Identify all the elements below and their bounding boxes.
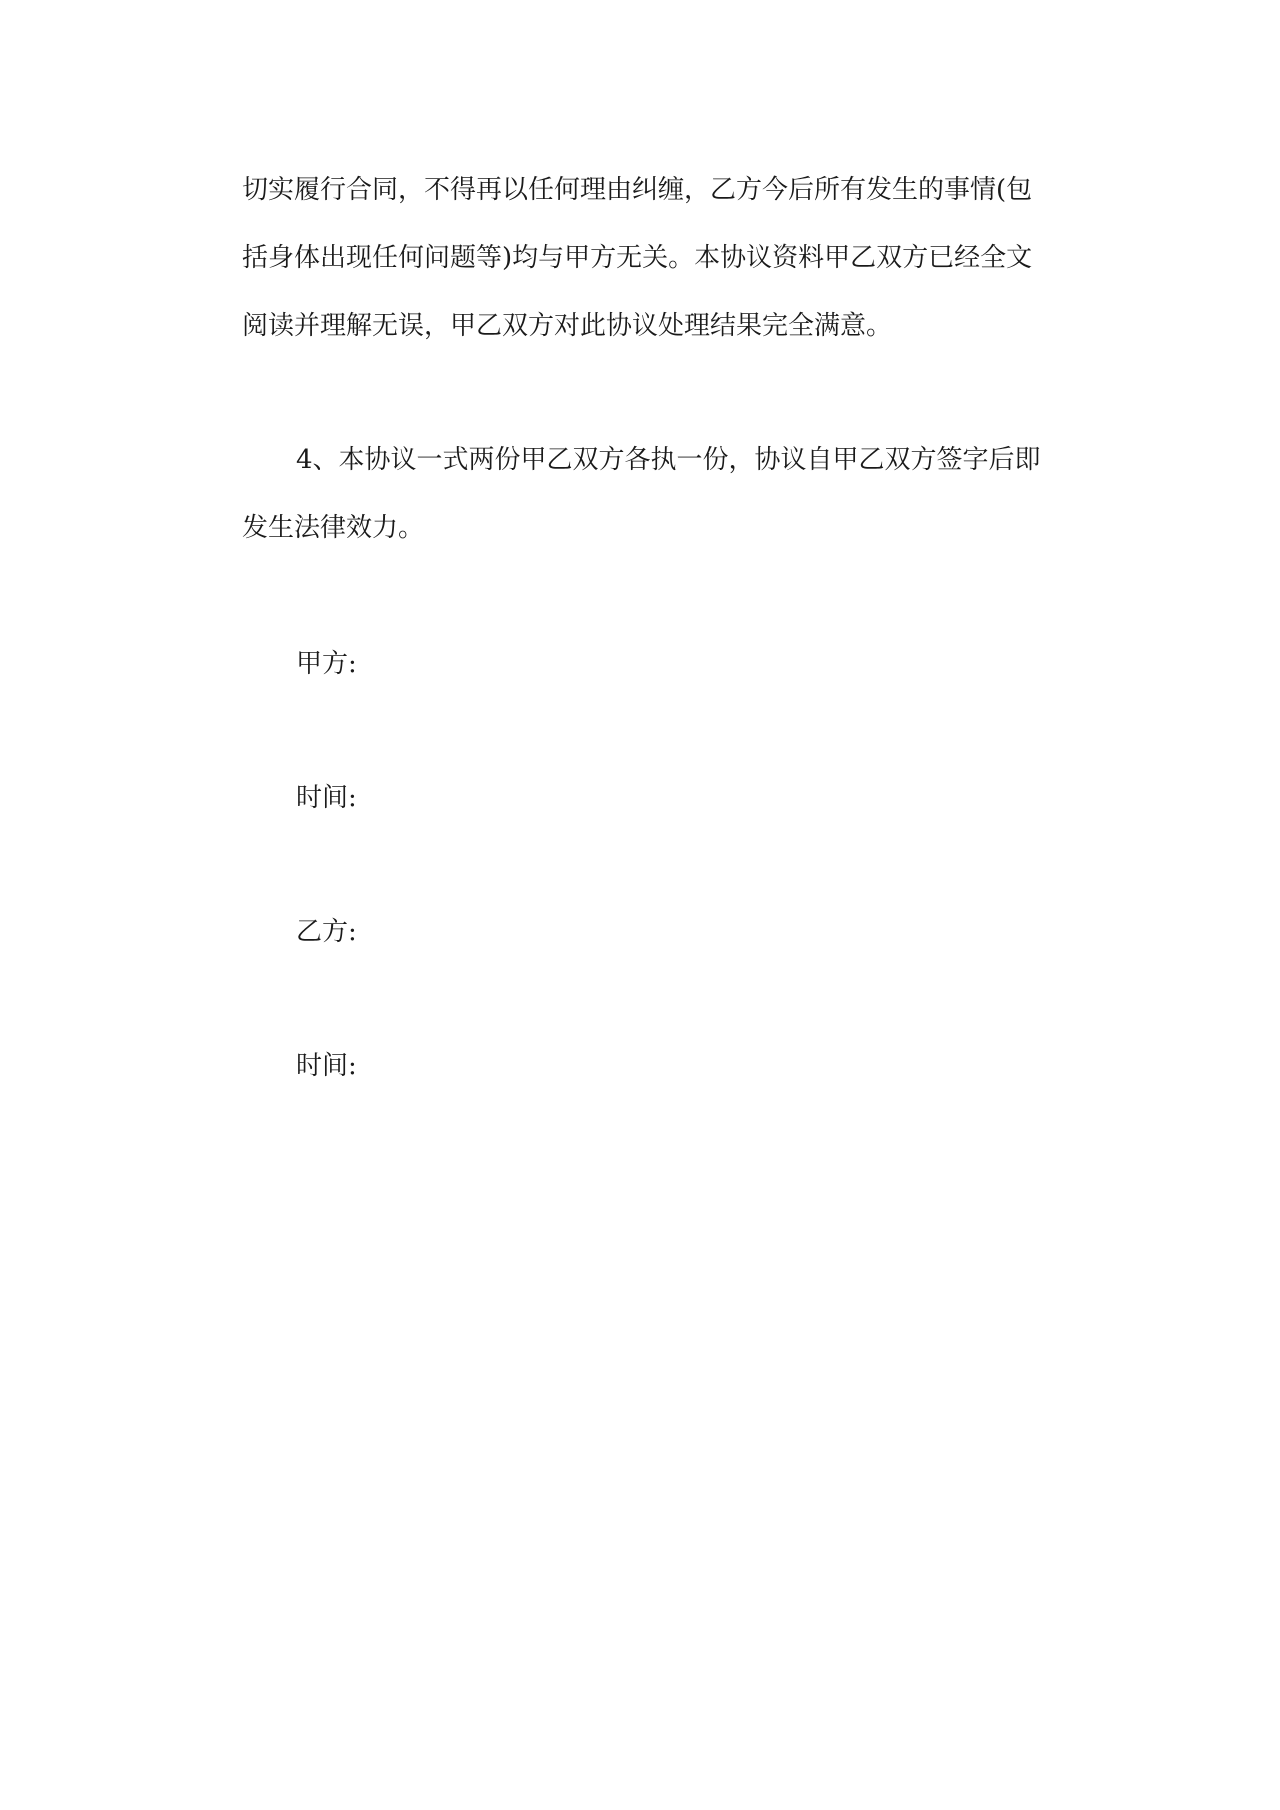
- time-a-label: 时间:: [296, 783, 357, 813]
- party-a-label: 甲方:: [296, 649, 357, 679]
- paragraph-line: 阅读并理解无误，甲乙双方对此协议处理结果完全满意。: [242, 311, 893, 341]
- time-b-label: 时间:: [296, 1051, 357, 1081]
- clause-line: 发生法律效力。: [242, 513, 425, 543]
- paragraph-line: 括身体出现任何问题等)均与甲方无关。本协议资料甲乙双方已经全文: [242, 243, 1033, 273]
- clause-line: 4、本协议一式两份甲乙双方各执一份，协议自甲乙双方签字后即: [296, 445, 1041, 475]
- paragraph-line: 切实履行合同，不得再以任何理由纠缠，乙方今后所有发生的事情(包: [242, 175, 1033, 205]
- paragraph-continued: [242, 156, 1042, 360]
- party-b-label: 乙方:: [296, 917, 357, 947]
- clause-4: [242, 426, 1042, 562]
